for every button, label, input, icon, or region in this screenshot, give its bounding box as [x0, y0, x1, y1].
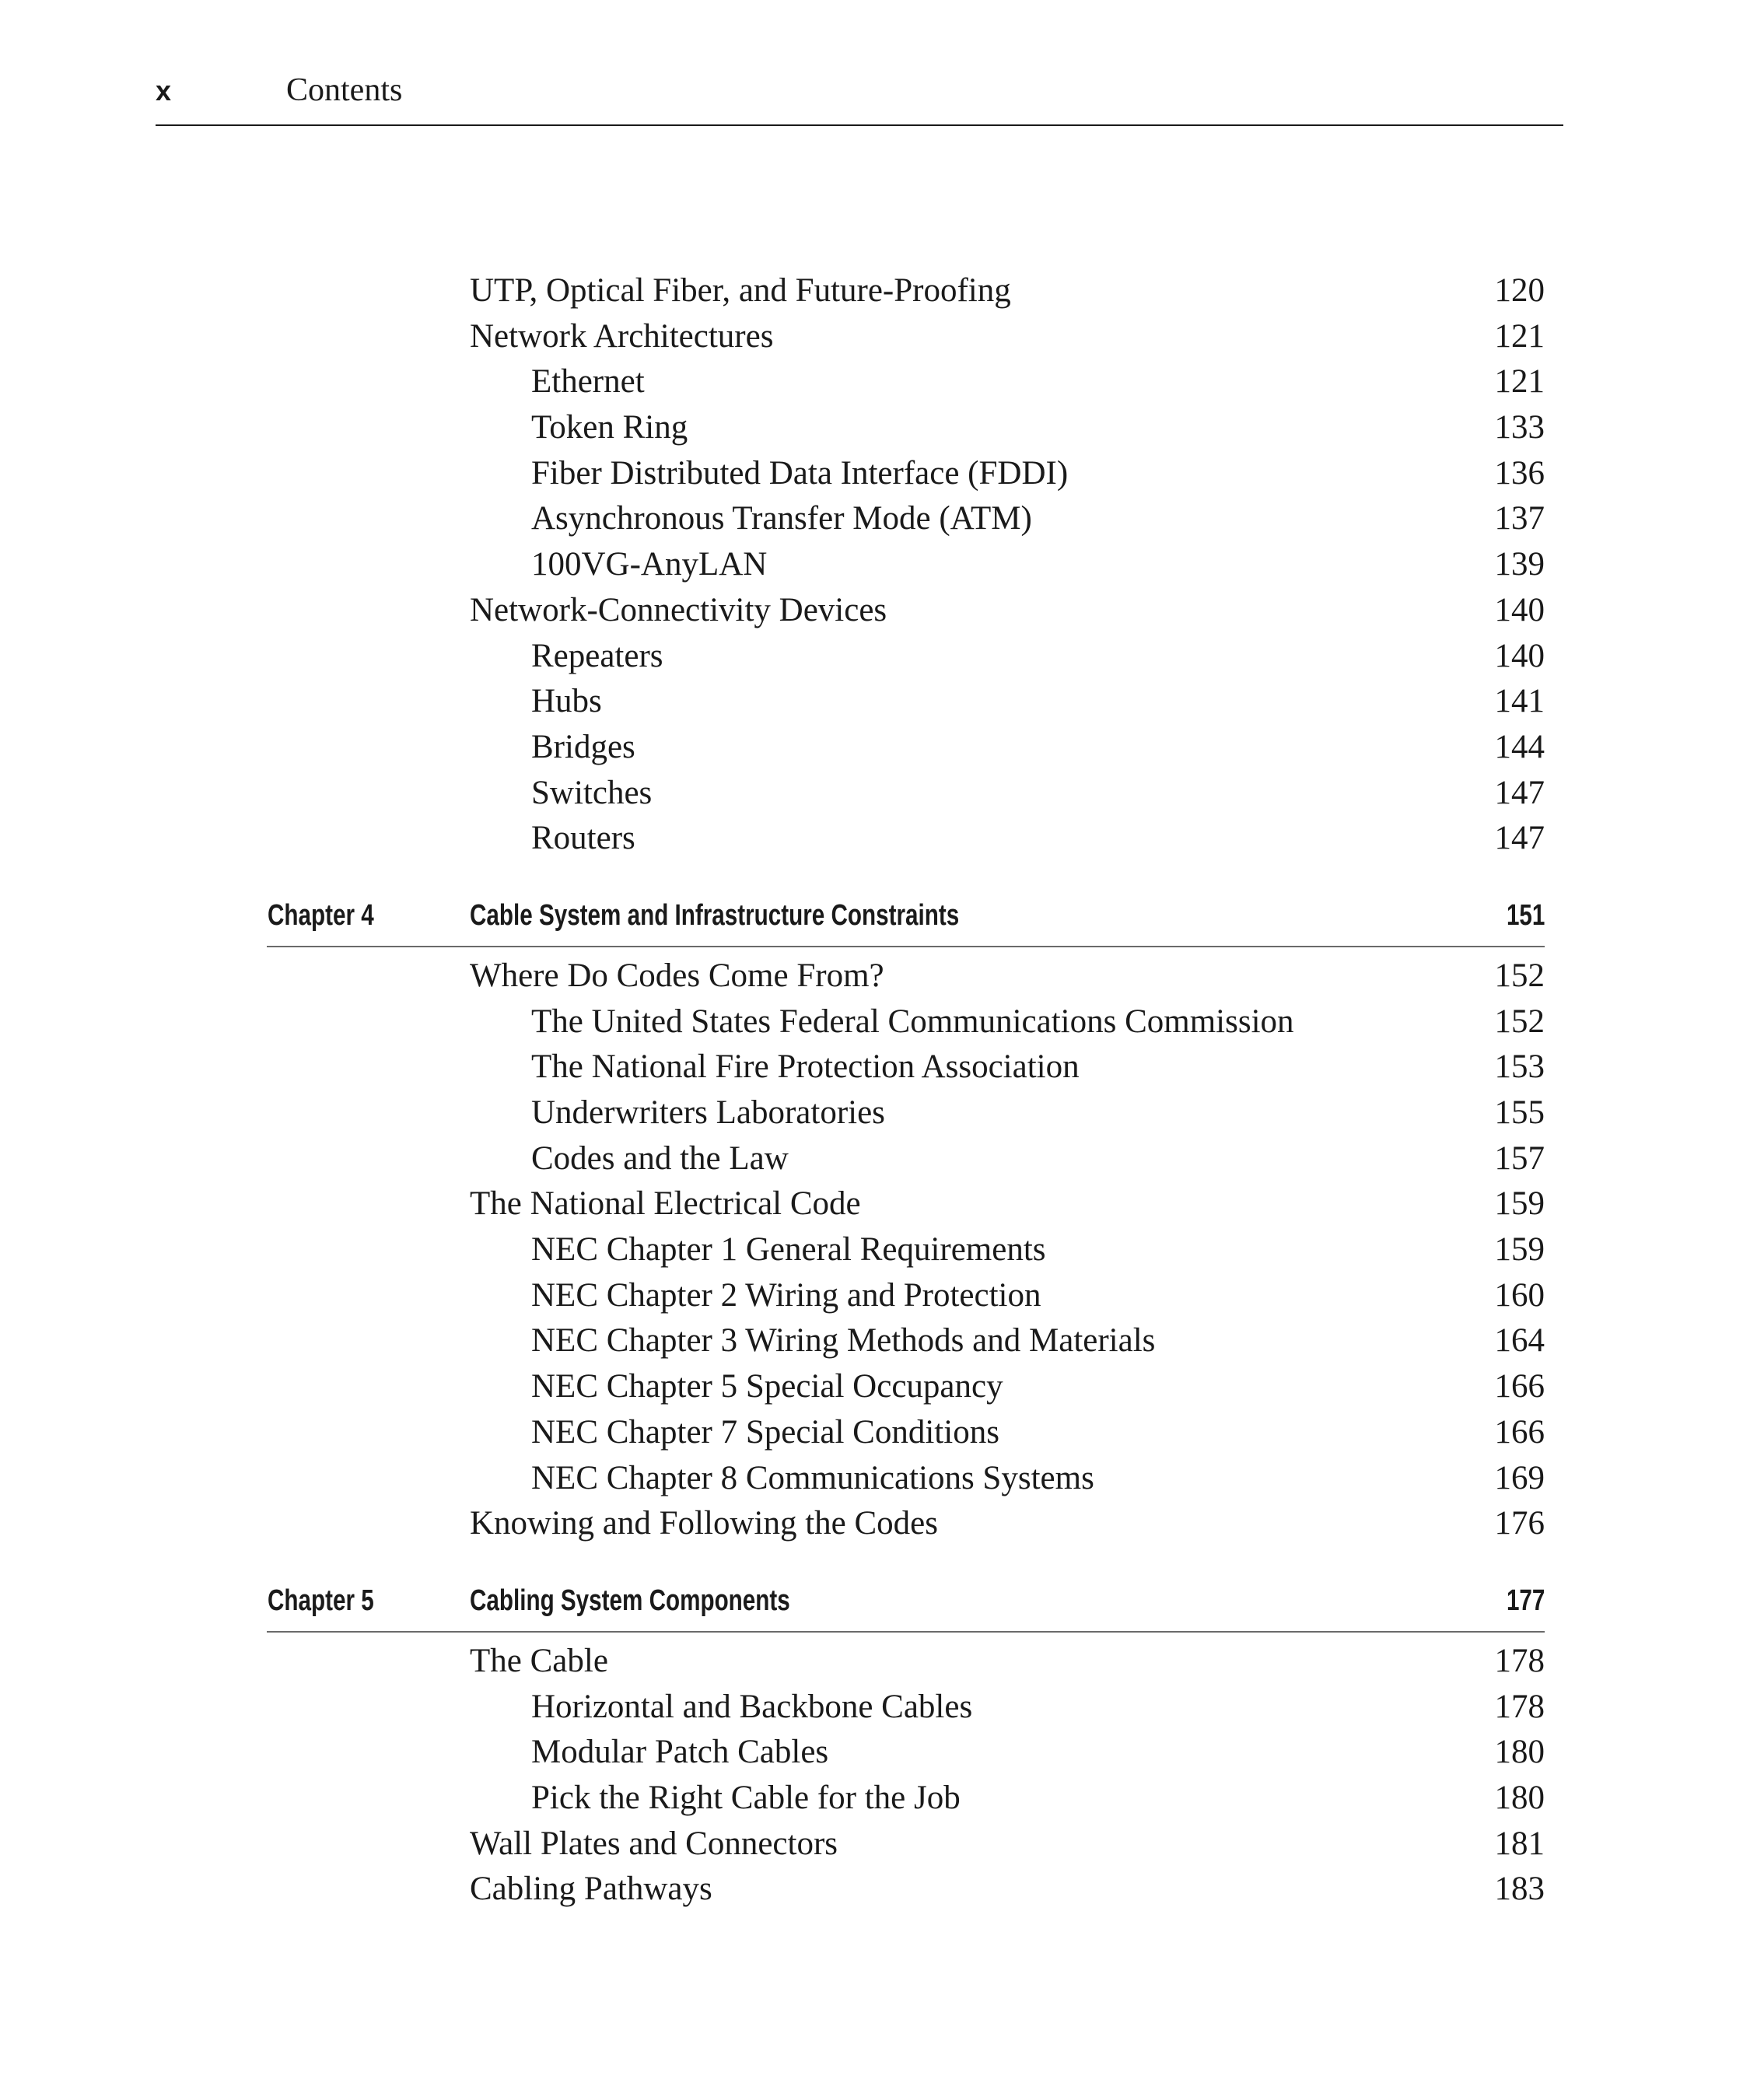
toc-entry-title: Where Do Codes Come From?: [470, 957, 884, 994]
toc-entry-title: NEC Chapter 2 Wiring and Protection: [531, 1276, 1041, 1314]
toc-entry-page: 178: [1494, 1688, 1545, 1725]
toc-subentry: [0, 1730, 1750, 1776]
toc-entry-title: NEC Chapter 3 Wiring Methods and Materials: [531, 1322, 1156, 1360]
toc-entry-title: NEC Chapter 1 General Requirements: [531, 1231, 1046, 1269]
toc-entry-title: Knowing and Following the Codes: [470, 1505, 938, 1542]
chapter-label: Chapter 4: [268, 898, 374, 932]
toc-subentry: [0, 999, 1750, 1045]
toc-entry-page: 157: [1494, 1139, 1545, 1177]
toc-entry-title: Repeaters: [531, 637, 663, 674]
toc-entry-title: Network Architectures: [470, 317, 774, 355]
toc-entry-title: Switches: [531, 774, 653, 811]
toc-entry-page: 120: [1494, 272, 1545, 309]
toc-entry-title: NEC Chapter 5 Special Occupancy: [531, 1368, 1003, 1405]
toc-entry-page: 180: [1494, 1779, 1545, 1816]
chapter-title: Cabling System Components: [470, 1584, 790, 1617]
toc-subentry: [0, 496, 1750, 542]
toc-entry-title: UTP, Optical Fiber, and Future-Proofing: [470, 272, 1011, 309]
toc-entry-title: Routers: [531, 820, 635, 857]
toc-entry-title: Token Ring: [531, 409, 688, 446]
toc-entry-title: Horizontal and Backbone Cables: [531, 1688, 973, 1725]
toc-entry: [0, 1822, 1750, 1867]
toc-entry-title: Ethernet: [531, 363, 645, 401]
toc-entry-page: 141: [1494, 683, 1545, 720]
toc-entry-page: 164: [1494, 1322, 1545, 1360]
chapter-label: Chapter 5: [268, 1584, 374, 1617]
toc-entry-page: 176: [1494, 1505, 1545, 1542]
toc-entry-page: 152: [1494, 957, 1545, 994]
toc-entry-page: 121: [1494, 317, 1545, 355]
header-title: Contents: [286, 72, 403, 108]
toc-subentry: [0, 1410, 1750, 1456]
toc-entry-page: 121: [1494, 363, 1545, 401]
toc-entry-page: 153: [1494, 1048, 1545, 1086]
toc-entry: [0, 1639, 1750, 1685]
toc-entry-page: 181: [1494, 1825, 1545, 1862]
toc-entry-page: 166: [1494, 1368, 1545, 1405]
toc-entry-page: 139: [1494, 546, 1545, 583]
toc-entry-title: The National Fire Protection Association: [531, 1048, 1080, 1086]
toc-entry-page: 144: [1494, 728, 1545, 765]
toc-subentry: [0, 1318, 1750, 1364]
toc-entry-page: 180: [1494, 1734, 1545, 1771]
running-header: [156, 72, 1563, 126]
toc-entry-page: 178: [1494, 1642, 1545, 1679]
toc-entry: [0, 314, 1750, 360]
toc-entry-page: 169: [1494, 1459, 1545, 1496]
toc-entry-title: Wall Plates and Connectors: [470, 1825, 838, 1862]
toc-subentry: [0, 1685, 1750, 1731]
toc-entry-page: 152: [1494, 1003, 1545, 1040]
toc-subentry: [0, 1273, 1750, 1319]
toc-subentry: [0, 771, 1750, 817]
toc-subentry: [0, 451, 1750, 497]
toc-entry-title: Asynchronous Transfer Mode (ATM): [531, 500, 1032, 537]
toc-entry-title: Bridges: [531, 728, 635, 765]
toc-entry-page: 147: [1494, 820, 1545, 857]
toc-entry-title: NEC Chapter 8 Communications Systems: [531, 1459, 1094, 1496]
toc-entry: [0, 1867, 1750, 1913]
chapter-heading: [0, 880, 1750, 950]
toc-entry-title: Codes and the Law: [531, 1139, 789, 1177]
toc-entry: [0, 1501, 1750, 1547]
toc-entry-page: 160: [1494, 1276, 1545, 1314]
chapter-divider: [267, 1631, 1545, 1633]
toc-entry-page: 140: [1494, 591, 1545, 628]
toc-entry-page: 166: [1494, 1413, 1545, 1451]
toc-subentry: [0, 679, 1750, 725]
toc-subentry: [0, 725, 1750, 771]
chapter-heading: [0, 1566, 1750, 1636]
toc-entry-title: The Cable: [470, 1642, 608, 1679]
toc-entry-page: 137: [1494, 500, 1545, 537]
toc-entry-title: The National Electrical Code: [470, 1185, 861, 1223]
toc-subentry: [0, 1776, 1750, 1822]
toc-subentry: [0, 1136, 1750, 1182]
toc-entry-title: Cabling Pathways: [470, 1871, 712, 1908]
toc-subentry: [0, 1090, 1750, 1136]
toc-entry: [0, 588, 1750, 634]
toc-entry-title: Fiber Distributed Data Interface (FDDI): [531, 454, 1069, 492]
toc-subentry: [0, 634, 1750, 680]
chapter-title: Cable System and Infrastructure Constraints: [470, 898, 960, 932]
toc-subentry: [0, 1456, 1750, 1502]
toc-subentry: [0, 1364, 1750, 1410]
toc-subentry: [0, 1227, 1750, 1273]
toc-subentry: [0, 405, 1750, 451]
toc-entry-page: 155: [1494, 1094, 1545, 1131]
toc-entry-page: 159: [1494, 1231, 1545, 1269]
toc-subentry: [0, 1045, 1750, 1090]
toc-entry-page: 133: [1494, 409, 1545, 446]
chapter-page-number: 177: [1506, 1584, 1545, 1617]
toc-entry-page: 159: [1494, 1185, 1545, 1223]
toc-entry-title: Modular Patch Cables: [531, 1734, 829, 1771]
toc-entry-page: 136: [1494, 454, 1545, 492]
toc-entry: [0, 954, 1750, 999]
toc-entry-page: 140: [1494, 637, 1545, 674]
toc-subentry: [0, 359, 1750, 405]
toc-entry-title: Pick the Right Cable for the Job: [531, 1779, 961, 1816]
toc-subentry: [0, 816, 1750, 862]
chapter-divider: [267, 946, 1545, 947]
toc-entry: [0, 268, 1750, 314]
table-of-contents: [0, 268, 1750, 1913]
toc-entry-title: Underwriters Laboratories: [531, 1094, 885, 1131]
toc-entry-title: The United States Federal Communications Commission: [531, 1003, 1294, 1040]
toc-entry-page: 183: [1494, 1871, 1545, 1908]
toc-subentry: [0, 542, 1750, 588]
toc-entry-title: Network-Connectivity Devices: [470, 591, 887, 628]
page-number: x: [156, 75, 172, 107]
toc-entry-title: NEC Chapter 7 Special Conditions: [531, 1413, 999, 1451]
toc-entry-title: 100VG-AnyLAN: [531, 546, 768, 583]
chapter-page-number: 151: [1506, 898, 1545, 932]
toc-entry-title: Hubs: [531, 683, 602, 720]
toc-entry: [0, 1181, 1750, 1227]
toc-entry-page: 147: [1494, 774, 1545, 811]
